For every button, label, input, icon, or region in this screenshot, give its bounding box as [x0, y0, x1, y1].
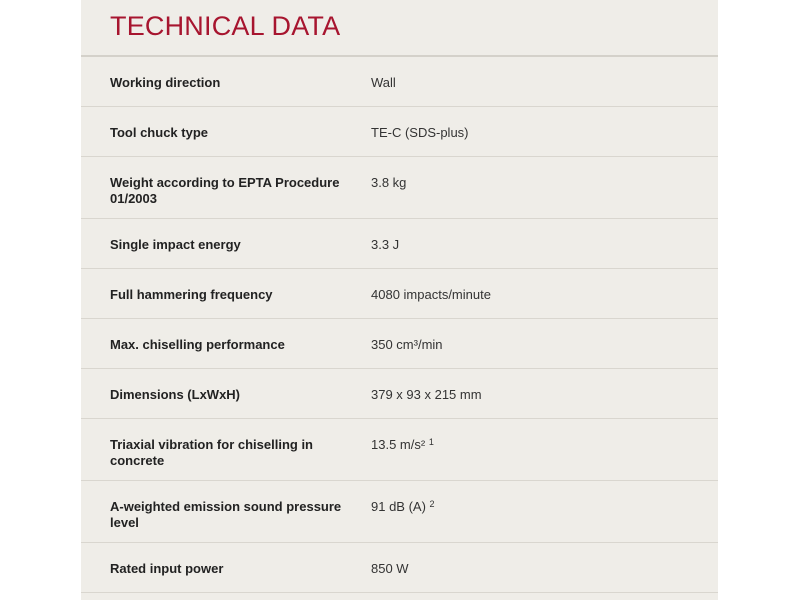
- spec-row-rated-input-power: [81, 543, 718, 593]
- spec-row-dimensions: [81, 369, 718, 419]
- spec-label: Single impact energy: [110, 237, 241, 252]
- spec-row-weight: [81, 157, 718, 219]
- spec-value-text: 3.8 kg: [371, 175, 407, 190]
- spec-row-tool-chuck-type: [81, 107, 718, 157]
- spec-value-text: Wall: [371, 75, 396, 90]
- footnote-marker: 1: [428, 437, 434, 447]
- spec-label: Full hammering frequency: [110, 287, 273, 302]
- spec-label: Tool chuck type: [110, 125, 208, 140]
- spec-row-sound-pressure: [81, 481, 718, 543]
- spec-row-working-direction: [81, 57, 718, 107]
- spec-label: Dimensions (LxWxH): [110, 387, 241, 402]
- technical-data-panel: [81, 0, 718, 600]
- spec-value: [371, 387, 701, 403]
- spec-value-text: 379 x 93 x 215 mm: [371, 387, 482, 402]
- spec-value: [371, 437, 701, 453]
- spec-value: [371, 337, 701, 353]
- spec-value: [371, 561, 701, 577]
- spec-value: [371, 287, 701, 303]
- spec-value: [371, 175, 701, 191]
- spec-label: Triaxial vibration for chiselling in concrete: [110, 437, 313, 468]
- spec-value-text: 3.3 J: [371, 237, 400, 252]
- spec-value: [371, 499, 701, 515]
- spec-label: Weight according to EPTA Procedure 01/2003: [110, 175, 340, 206]
- spec-value: [371, 75, 701, 91]
- spec-value: [371, 237, 701, 253]
- spec-row-hammering-frequency: [81, 269, 718, 319]
- spec-label: Working direction: [110, 75, 221, 90]
- spec-value-text: TE-C (SDS-plus): [371, 125, 469, 140]
- spec-table: [81, 55, 718, 593]
- spec-label: Max. chiselling performance: [110, 337, 285, 352]
- spec-label: A-weighted emission sound pressure level: [110, 499, 342, 530]
- spec-row-chiselling-performance: [81, 319, 718, 369]
- spec-value-text: 850 W: [371, 561, 409, 576]
- section-title: TECHNICAL DATA: [110, 11, 341, 41]
- spec-label: Rated input power: [110, 561, 224, 576]
- spec-value-text: 4080 impacts/minute: [371, 287, 491, 302]
- spec-value-text: 91 dB (A): [371, 499, 426, 514]
- spec-row-single-impact-energy: [81, 219, 718, 269]
- spec-value-text: 13.5 m/s²: [371, 437, 426, 452]
- spec-value: [371, 125, 701, 141]
- spec-value-text: 350 cm³/min: [371, 337, 443, 352]
- footnote-marker: 2: [429, 499, 435, 509]
- spec-row-triaxial-vibration: [81, 419, 718, 481]
